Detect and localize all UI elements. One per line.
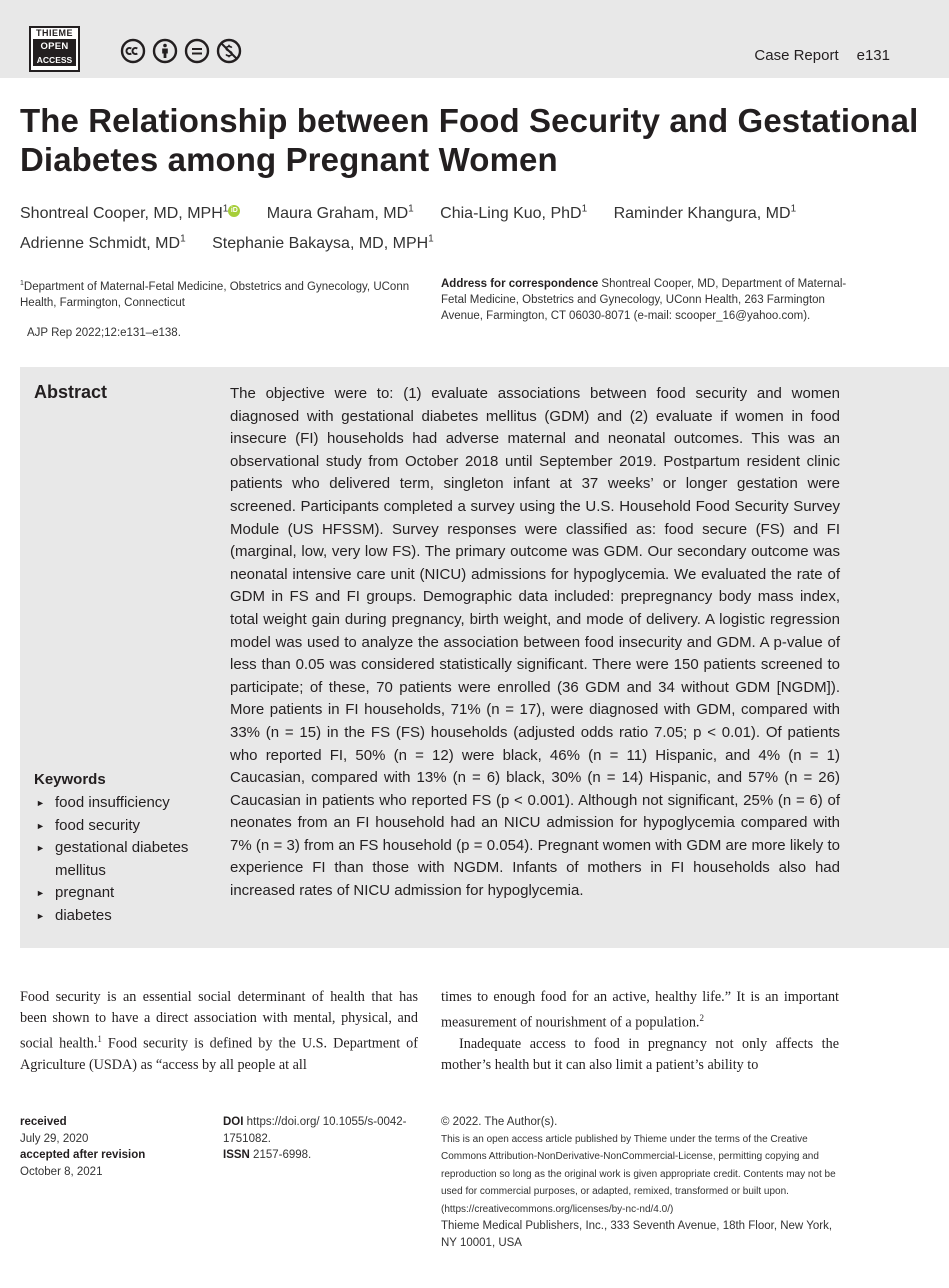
- body-column-right: times to enough food for an active, healthy life.” It is an important measurement of nourishment of a population.$^2$ Inadequate access to food in pregnancy not only affects the mother’s health but it can also limit a patient’s ability to: [441, 989, 839, 1073]
- dates-block: received July 29, 2020 accepted after revision October 8, 2021: [20, 1116, 146, 1178]
- correspondence: [441, 276, 851, 324]
- keyword-item: ► gestational diabetes mellitus: [34, 837, 224, 882]
- keyword-item: ► food security: [34, 815, 224, 838]
- body-column-left: Food security is an essential social determinant of health that has been shown to have a direct association with mental, physical, and social health.$^1$ Food security is defined by the U.S. Department of Agriculture (USDA) as “access by all people at all: [20, 989, 419, 1073]
- thieme-open-access-logo: [29, 26, 80, 72]
- keyword-list: [34, 792, 224, 928]
- keyword-item: ► diabetes: [34, 905, 224, 928]
- copyright-block: © 2022. The Author(s). This is an open access article published by Thieme under the terms of the Creative Commons Attribution-NonDerivative-NonCommercial-License, permitting copying and reproduction so long as the original work is given appropriate credit. Contents may not be used for commercial purposes, or adapted, remixed, transformed or built upon. (https://creativecommons.org/licenses/by-nc-nd/4.0/) Thieme Medical Publishers, Inc., 333 Seventh Avenue, 18th Floor, New York, NY 10001, USA: [441, 1116, 836, 1249]
- logo-line-1: THIEME: [35, 28, 73, 38]
- section-label: Case Report: [754, 47, 839, 64]
- logo-line-3: ACCESS: [33, 54, 76, 66]
- doi-link[interactable]: https://doi.org/ 10.1055/s-0042-1751082.: [223, 1116, 407, 1145]
- author: Shontreal Cooper, MD, MPH$^1$ iD: [20, 205, 240, 222]
- non-commercial-icon: [216, 38, 242, 64]
- logo-line-2: OPEN: [33, 39, 76, 54]
- running-header: [754, 47, 890, 64]
- abstract-heading: Abstract: [34, 382, 108, 402]
- author-list: [20, 197, 880, 256]
- page-number: e131: [856, 47, 890, 64]
- cc-icon: [120, 38, 146, 64]
- license-icons: [120, 38, 242, 64]
- correspondence-text: Shontreal Cooper, MD, Department of Maternal-Fetal Medicine, Obstetrics and Gynecology, UConn Health, 263 Farmington Avenue, Farmington, CT 06030-8071 (e-mail: scooper_16@yahoo.com).: [441, 278, 847, 322]
- author: Chia-Ling Kuo, PhD$^1$: [440, 204, 588, 223]
- author: Raminder Khangura, $MD^1$: [613, 204, 797, 223]
- no-derivatives-icon: [184, 38, 210, 64]
- affiliation: $^1$Department of Maternal-Fetal Medicine, Obstetrics and Gynecology, UConn Health, Farmington, Connecticut: [20, 280, 410, 309]
- orcid-icon[interactable]: iD: [228, 205, 240, 217]
- license-text: This is an open access article published by Thieme under the terms of the Creative Commons Attribution-NonDerivative-NonCommercial-License, permitting copying and reproduction so long as the original work is given appropriate credit. Contents may not be used for commercial purposes, or adapted, remixed, transformed or built upon. (https://creativecommons.org/licenses/by-nc-nd/4.0/): [441, 1133, 836, 1215]
- attribution-icon: [152, 38, 178, 64]
- keywords-heading: Keywords: [34, 771, 106, 788]
- reference-1[interactable]: 1: [97, 1034, 102, 1044]
- article-title: The Relationship between Food Security and Gestational Diabetes among Pregnant Women: [20, 102, 919, 178]
- correspondence-label: Address for correspondence: [441, 278, 599, 290]
- author: Maura Graham, $MD^1$: [266, 204, 414, 223]
- abstract-text: The objective were to: (1) evaluate associations between food security and women diagnosed with gestational diabetes mellitus (GDM) and (2) evaluate if women in food insecure (FI) households had adverse maternal and neonatal outcomes. This was an observational study from October 2018 until September 2019. Postpartum resident clinic patients who delivered term, singleton infant at 37 weeks’ or longer gestation were screened. Participants completed a survey using the U.S. Household Food Security Survey Module (US HFSSM). Survey responses were classified as: food secure (FS) and FI (marginal, low, very low FS). The primary outcome was GDM. Our secondary outcome was neonatal intensive care unit (NICU) admissions for hypoglycemia. We evaluated the rate of GDM in FS and FI groups. Demographic data included: prepregnancy body mass index, total weight gain during pregnancy, birth weight, and mode of delivery. A logistic regression model was used to analyze the association between food insecurity and GDM. A p-value of less than 0.05 was considered statistically significant. There were 150 patients screened to participate; of these, 70 patients were enrolled (36 GDM and 34 without GDM [NGDM]). More patients in FI households, 71% (n = 17), were diagnosed with GDM, compared with 33% (n = 15) in the FS (FS) households (adjusted odds ratio 7.05; p < 0.01). Of patients who reported FI, 50% (n = 12) were black, 46% (n = 11) Hispanic, and 4% (n = 1) Caucasian, compared with 13% (n = 6) black, 30% (n = 14) Hispanic, and 57% (n = 26) Caucasian in patients who reported FS (p < 0.001). Although not significant, 25% (n = 6) of neonates from an FI household had an NICU admission for hypoglycemia compared with 7% (n = 3) from an FS household (p = 0.054). Pregnant women with GDM are more likely to experience FI than those with NGDM. Infants of mothers in FI households also had increased rates of NICU admission for hypoglycemia.: [230, 385, 840, 900]
- doi-block: DOI https://doi.org/ 10.1055/s-0042-1751082. ISSN 2157-6998.: [223, 1116, 407, 1161]
- author: Adrienne Schmidt, $MD^1$: [20, 233, 186, 252]
- publisher-address: Thieme Medical Publishers, Inc., 333 Seventh Avenue, 18th Floor, New York, NY 10001, USA: [441, 1220, 833, 1249]
- keyword-item: ► food insufficiency: [34, 792, 224, 815]
- reference-2[interactable]: 2: [699, 1013, 704, 1023]
- citation: AJP Rep 2022;12:e131–e138.: [27, 327, 181, 339]
- keyword-item: ► pregnant: [34, 882, 224, 905]
- author: Stephanie Bakaysa, MD, MPH$^1$: [212, 233, 434, 252]
